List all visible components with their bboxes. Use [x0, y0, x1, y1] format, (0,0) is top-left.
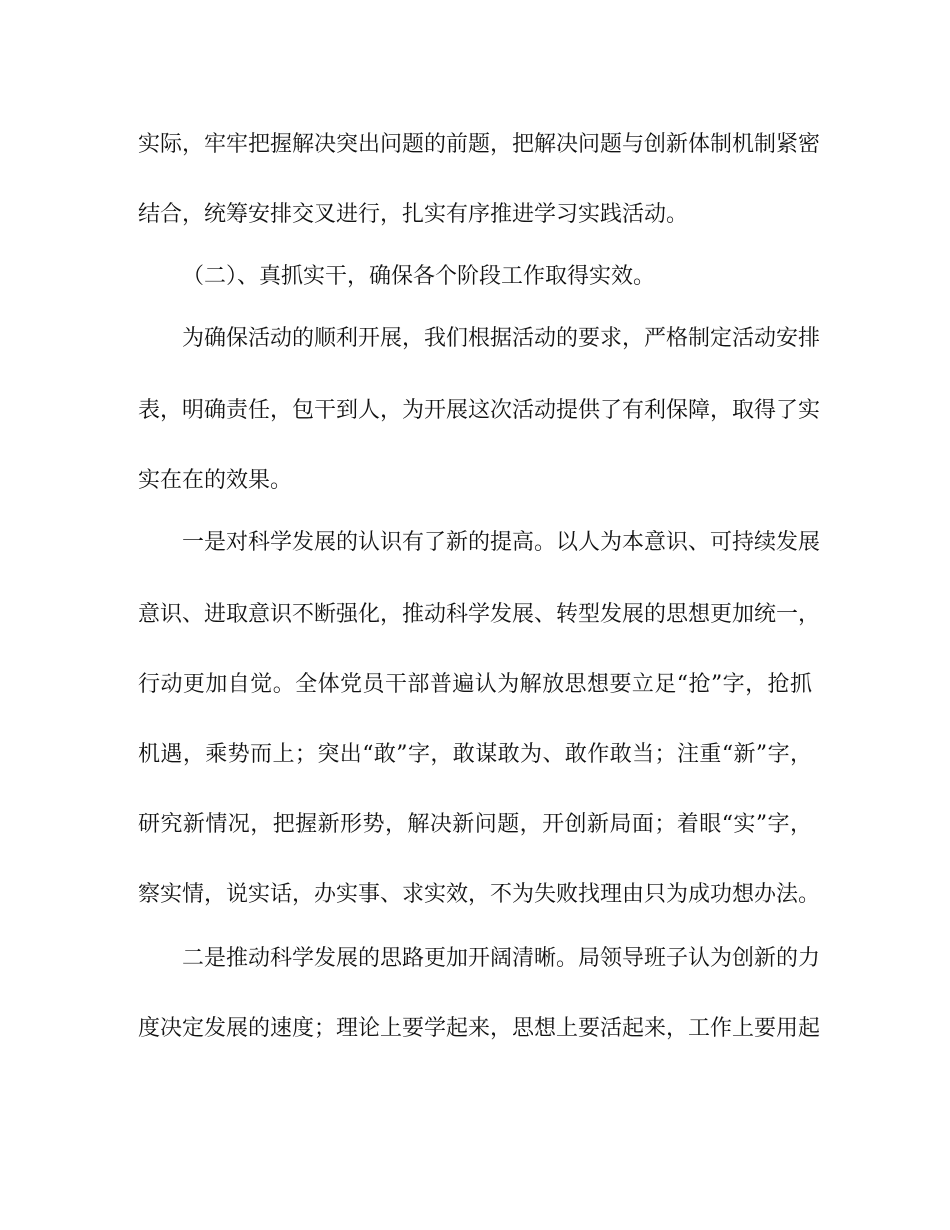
text-line-14: 度决定发展的速度；理论上要学起来，思想上要活起来，工作上要用起: [138, 1016, 821, 1041]
text-line-1: 实际，牢牢把握解决突出问题的前题，把解决问题与创新体制机制紧密: [138, 132, 821, 157]
text-line-10: 机遇，乘势而上；突出“敢”字，敢谋敢为、敢作敢当；注重“新”字，: [138, 742, 812, 767]
section-heading: （二）、真抓实干，确保各个阶段工作取得实效。: [182, 264, 656, 289]
text-line-4: 为确保活动的顺利开展，我们根据活动的要求，严格制定活动安排: [182, 326, 821, 351]
text-line-9: 行动更加自觉。全体党员干部普遍认为解放思想要立足“抢”字，抢抓: [138, 672, 812, 697]
text-line-7: 一是对科学发展的认识有了新的提高。以人为本意识、可持续发展: [182, 530, 821, 555]
text-line-12: 察实情，说实话，办实事、求实效，不为失败找理由只为成功想办法。: [138, 882, 821, 907]
text-line-8: 意识、进取意识不断强化，推动科学发展、转型发展的思想更加统一，: [138, 602, 821, 627]
text-line-2: 结合，统筹安排交叉进行，扎实有序推进学习实践活动。: [138, 202, 689, 227]
text-line-5: 表，明确责任，包干到人，为开展这次活动提供了有利保障，取得了实: [138, 398, 821, 423]
text-line-13: 二是推动科学发展的思路更加开阔清晰。局领导班子认为创新的力: [182, 946, 821, 971]
text-line-11: 研究新情况，把握新形势，解决新问题，开创新局面；着眼“实”字，: [138, 812, 812, 837]
text-line-6: 实在在的效果。: [138, 468, 293, 493]
